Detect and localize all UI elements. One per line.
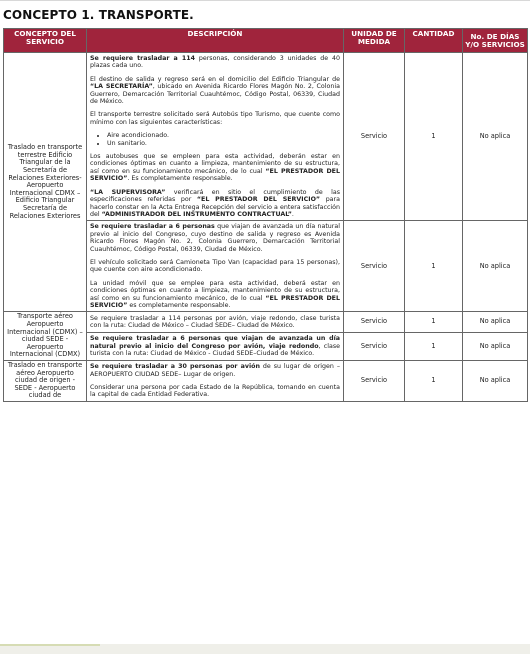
dias-cell: No aplica: [463, 360, 528, 401]
header-dias: No. DE DÍAS Y/O SERVICIOS: [463, 29, 528, 53]
descripcion-cell: [87, 360, 344, 401]
concepto-cell: Traslado en transporte terrestre Edificio Triangular de la Secretaría de Relaciones Exteriores-Aeropuerto Internacional CDMX –Edificio Triangular Secretaría de Relaciones Exteriores: [4, 53, 87, 312]
dias-cell: No aplica: [463, 312, 528, 332]
header-cantidad: CANTIDAD: [405, 29, 463, 53]
dias-cell: No aplica: [463, 332, 528, 360]
features-list: [90, 132, 340, 147]
cantidad-cell: 1: [405, 221, 463, 312]
header-concepto: CONCEPTO DEL SERVICIO: [4, 29, 87, 53]
table-row: [4, 53, 528, 221]
section-title: CONCEPTO 1. TRANSPORTE.: [3, 8, 194, 22]
top-rule: [0, 0, 530, 1]
unidad-cell: Servicio: [344, 53, 405, 221]
table-header-row: [4, 29, 528, 53]
descripcion-cell: [87, 221, 344, 312]
cantidad-cell: 1: [405, 53, 463, 221]
desc-paragraph: El vehículo solicitado será Camioneta Tipo Van (capacidad para 15 personas), que cuente con aire acondicionado.: [90, 258, 340, 274]
cantidad-cell: 1: [405, 360, 463, 401]
desc-paragraph: Considerar una persona por cada Estado de la República, tomando en cuenta la capital de cada Entidad Federativa.: [90, 383, 340, 399]
cantidad-cell: 1: [405, 332, 463, 360]
desc-paragraph: La unidad móvil que se emplee para esta actividad, deberá estar en condiciones óptimas en cuanto a limpieza, mantenimiento de su estructura, así como en su funcionamiento mecánico, de lo cual “EL PRESTADOR DEL SERVICIO” es completamente responsable.: [90, 279, 340, 309]
desc-paragraph: El transporte terrestre solicitado será Autobús tipo Turismo, que cuente como mínimo con las siguientes características:: [90, 111, 340, 126]
services-table: [3, 28, 528, 402]
unidad-cell: Servicio: [344, 360, 405, 401]
desc-paragraph: “LA SUPERVISORA” verificará en sitio el cumplimiento de las especificaciones referidas por “EL PRESTADOR DEL SERVICIO” para hacerlo constar en la Acta Entrega Recepción del servicio a entera satisfacción del “ADMINISTRADOR DEL INSTRUMENTO CONTRACTUAL”.: [90, 188, 340, 218]
desc-paragraph: Se requiere trasladar a 30 personas por avión de su lugar de origen – AEROPUERTO CIUDAD SEDE– Lugar de origen.: [90, 363, 340, 378]
concepto-cell: Traslado en transporte aéreo Aeropuerto ciudad de origen - SEDE - Aeropuerto ciudad de: [4, 360, 87, 401]
desc-paragraph: Se requiere trasladar a 114 personas por avión, viaje redondo, clase turista con la ruta: Ciudad de México – Ciudad SEDE– Ciudad de México.: [90, 314, 340, 330]
unidad-cell: Servicio: [344, 221, 405, 312]
list-item: • Un sanitario.: [107, 140, 340, 147]
unidad-cell: Servicio: [344, 332, 405, 360]
unidad-cell: Servicio: [344, 312, 405, 332]
descripcion-cell: [87, 312, 344, 332]
page-footer-band: [0, 644, 530, 654]
descripcion-cell: [87, 332, 344, 360]
desc-paragraph: Los autobuses que se empleen para esta actividad, deberán estar en condiciones óptimas en cuanto a limpieza, mantenimiento de su estructura, así como en su funcionamiento mecánico, de lo cual “EL PRESTADOR DEL SERVICIO”. Es completamente responsable.: [90, 153, 340, 183]
desc-paragraph: Se requiere trasladar a 6 personas que viajan de avanzada un día natural previo al inicio del Congreso por avión, viaje redondo, clase turista con la ruta: Ciudad de México - Ciudad SEDE–Ciudad de México.: [90, 335, 341, 358]
dias-cell: No aplica: [463, 53, 528, 221]
list-item: • Aire acondicionado.: [107, 132, 340, 139]
header-descripcion: DESCRIPCIÓN: [87, 29, 344, 53]
table-row: [4, 312, 528, 332]
descripcion-cell: [87, 53, 344, 221]
cantidad-cell: 1: [405, 312, 463, 332]
header-unidad: UNIDAD DE MEDIDA: [344, 29, 405, 53]
desc-paragraph: El destino de salida y regreso será en el domicilio del Edificio Triangular de “LA SECRETARÍA”, ubicado en Avenida Ricardo Flores Magón No. 2, Colonia Guerrero, Demarcación Territorial Cuauhtémoc, Código Postal, 06339, Ciudad de México.: [90, 75, 340, 106]
table-row: [4, 360, 528, 401]
concepto-cell: Transporte aéreo Aeropuerto Internacional (CDMX) – ciudad SEDE - Aeropuerto Internacional (CDMX): [4, 312, 87, 361]
dias-cell: No aplica: [463, 221, 528, 312]
desc-paragraph: Se requiere trasladar a 114 personas, considerando 3 unidades de 40 plazas cada uno.: [90, 55, 340, 70]
desc-paragraph: Se requiere trasladar a 6 personas que viajan de avanzada un día natural previo al inicio del Congreso, cuyo destino de salida y regreso es Avenida Ricardo Flores Magón No. 2, Colonia Guerrero, Demarcación Territorial Cuauhtémoc, Código Postal, 06339, Ciudad de México.: [90, 223, 340, 253]
footer-accent: [0, 644, 100, 646]
